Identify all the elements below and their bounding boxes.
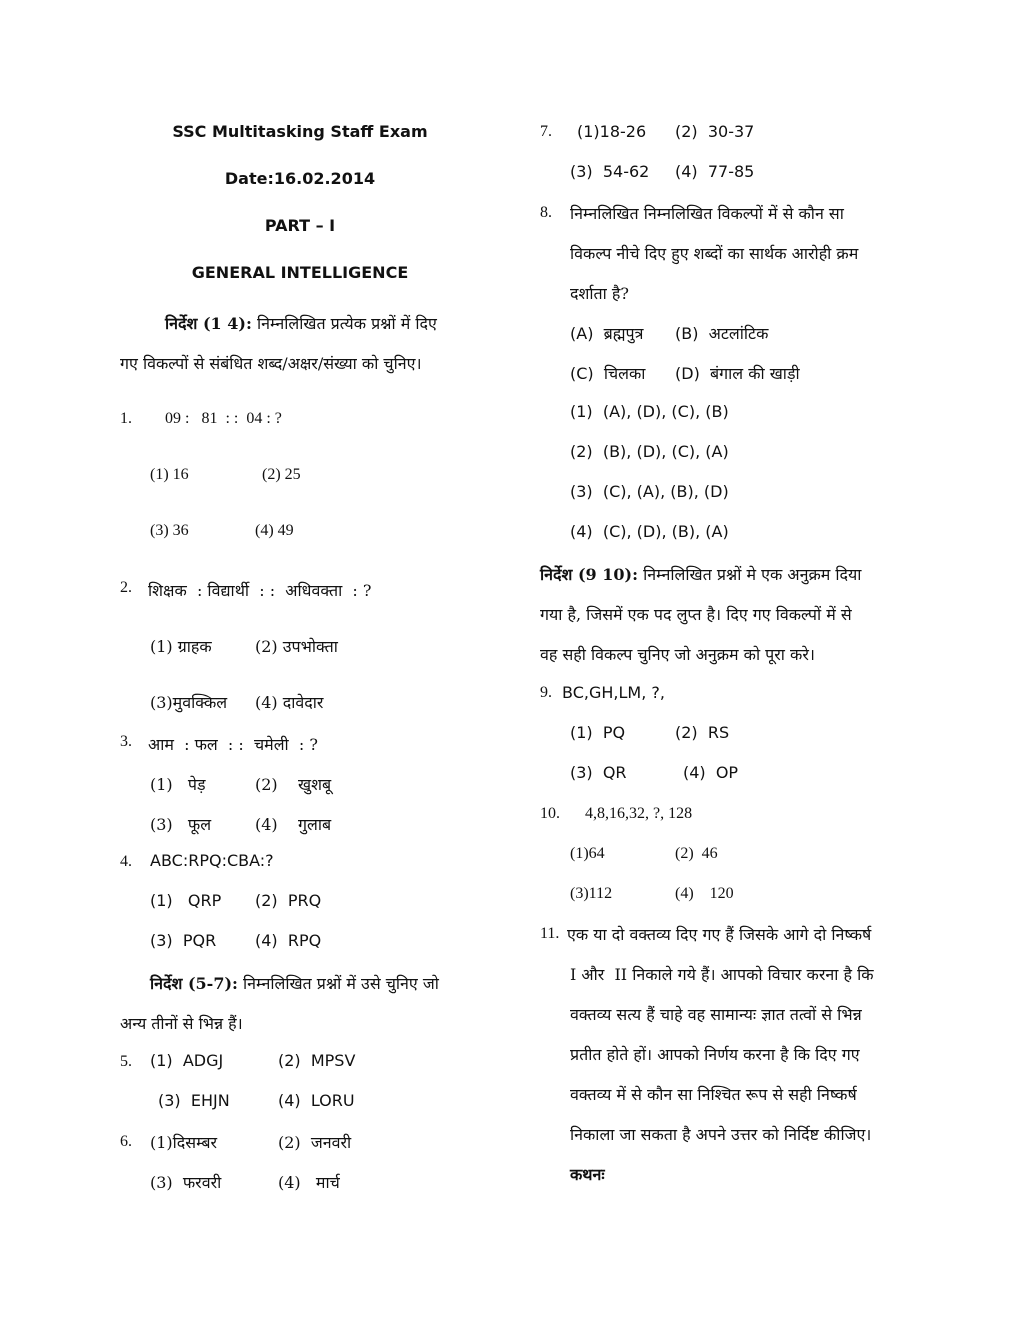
q10-option-2: (2) 46 — [675, 845, 718, 862]
q1-option-2: (2) 25 — [262, 466, 301, 483]
q9-option-1: (1) PQ — [570, 723, 626, 742]
q5-option-2: (2) MPSV — [278, 1051, 356, 1070]
q6-option-2: (2) जनवरी — [278, 1133, 352, 1152]
q7-number: 7. — [540, 123, 552, 140]
q7-option-1: (1)18-26 — [577, 122, 647, 141]
q9-option-4: (4) OP — [683, 763, 739, 782]
q8-item-b: (B) अटलांटिक — [675, 324, 769, 343]
q4-option-2: (2) PRQ — [255, 891, 322, 910]
q6-number: 6. — [120, 1133, 132, 1150]
q3-option-1: (1) पेड़ — [150, 775, 206, 794]
direction-3-label: निर्देश (9 10): — [540, 565, 638, 584]
q8-option-3: (3) (C), (A), (B), (D) — [570, 482, 729, 501]
q6-option-4: (4) मार्च — [278, 1173, 340, 1192]
q3-text: आम : फल : : चमेली : ? — [148, 735, 318, 754]
q10-option-3: (3)112 — [570, 885, 613, 902]
direction-2-line-2: अन्य तीनों से भिन्न हैं। — [120, 1014, 243, 1033]
q11-line-1: एक या दो वक्तव्य दिए गए हैं जिसके आगे दो निष्कर्ष — [567, 925, 872, 944]
direction-2-line-1: निर्देश (5-7): निम्नलिखित प्रश्नों में उसे चुनिए जो — [150, 974, 439, 993]
direction-1-line-2: गए विकल्पों से संबंधित शब्द/अक्षर/संख्या को चुनिए। — [120, 354, 422, 373]
q9-text: BC,GH,LM, ?, — [562, 683, 665, 702]
q5-number: 5. — [120, 1053, 132, 1070]
exam-title: SSC Multitasking Staff Exam — [172, 122, 428, 141]
q9-option-3: (3) QR — [570, 763, 627, 782]
q2-number: 2. — [120, 579, 132, 596]
q7-option-4: (4) 77-85 — [675, 162, 755, 181]
section-heading: GENERAL INTELLIGENCE — [191, 263, 409, 282]
q8-number: 8. — [540, 204, 552, 221]
q11-line-6: निकाला जा सकता है अपने उत्तर को निर्दिष्ट कीजिए। — [570, 1125, 872, 1144]
q7-option-2: (2) 30-37 — [675, 122, 755, 141]
q9-number: 9. — [540, 684, 552, 701]
q1-option-4: (4) 49 — [255, 522, 294, 539]
q10-text: 4,8,16,32, ?, 128 — [585, 805, 693, 822]
direction-1-label: निर्देश (1 4): — [165, 314, 252, 333]
q1-text: 09 : 81 : : 04 : ? — [165, 410, 282, 427]
q2-option-3: (3)मुवक्किल — [150, 693, 228, 712]
part-heading: PART – I — [264, 216, 336, 235]
q5-option-4: (4) LORU — [278, 1091, 355, 1110]
q8-option-2: (2) (B), (D), (C), (A) — [570, 442, 729, 461]
direction-3-line-1: निर्देश (9 10): निम्नलिखित प्रश्नों मे एक अनुक्रम दिया — [540, 565, 862, 584]
q3-number: 3. — [120, 733, 132, 750]
q8-item-a: (A) ब्रह्मपुत्र — [570, 324, 644, 343]
q10-option-4: (4) 120 — [675, 885, 734, 902]
exam-date: Date:16.02.2014 — [224, 169, 376, 188]
q4-option-1: (1) QRP — [150, 891, 222, 910]
q2-option-4: (4) दावेदार — [255, 693, 324, 712]
q11-line-2: I और II निकाले गये हैं। आपको विचार करना है कि — [570, 965, 874, 984]
q2-option-1: (1) ग्राहक — [150, 637, 212, 656]
q8-line-2: विकल्प नीचे दिए हुए शब्दों का सार्थक आरोही क्रम — [570, 244, 859, 263]
q4-option-3: (3) PQR — [150, 931, 217, 950]
q11-line-3: वक्तव्य सत्य हैं चाहे वह सामान्यः ज्ञात तत्वों से भिन्न — [570, 1005, 862, 1024]
q7-option-3: (3) 54-62 — [570, 162, 650, 181]
q10-number: 10. — [540, 805, 560, 822]
q8-item-d: (D) बंगाल की खाड़ी — [675, 364, 800, 383]
q3-option-4: (4) गुलाब — [255, 815, 332, 834]
q2-text: शिक्षक : विद्यार्थी : : अधिवक्ता : ? — [148, 581, 372, 600]
q1-option-1: (1) 16 — [150, 466, 189, 483]
q11-line-5: वक्तव्य में से कौन सा निश्चित रूप से सही निष्कर्ष — [570, 1085, 857, 1104]
direction-2-label: निर्देश (5-7): — [150, 974, 238, 993]
q6-option-1: (1)दिसम्बर — [150, 1133, 218, 1152]
q11-number: 11. — [540, 925, 560, 942]
q4-option-4: (4) RPQ — [255, 931, 322, 950]
direction-3-line-2: गया है, जिसमें एक पद लुप्त है। दिए गए विकल्पों में से — [540, 605, 852, 624]
q9-option-2: (2) RS — [675, 723, 730, 742]
q2-option-2: (2) उपभोक्ता — [255, 637, 338, 656]
direction-1-line-1: निर्देश (1 4): निम्नलिखित प्रत्येक प्रश्नों में दिए — [165, 314, 437, 333]
q10-option-1: (1)64 — [570, 845, 605, 862]
q5-option-1: (1) ADGJ — [150, 1051, 224, 1070]
q4-text: ABC:RPQ:CBA:? — [150, 851, 274, 870]
q11-statement-label: कथनः — [570, 1165, 605, 1184]
q8-item-c: (C) चिलका — [570, 364, 646, 383]
q1-option-3: (3) 36 — [150, 522, 189, 539]
direction-3-line-3: वह सही विकल्प चुनिए जो अनुक्रम को पूरा करे। — [540, 645, 815, 664]
q1-number: 1. — [120, 410, 132, 427]
q3-option-2: (2) खुशबू — [255, 775, 332, 794]
q8-option-4: (4) (C), (D), (B), (A) — [570, 522, 729, 541]
q6-option-3: (3) फरवरी — [150, 1173, 222, 1192]
q4-number: 4. — [120, 853, 132, 870]
q8-line-1: निम्नलिखित निम्नलिखित विकल्पों में से कौन सा — [570, 204, 844, 223]
q8-option-1: (1) (A), (D), (C), (B) — [570, 402, 729, 421]
q11-line-4: प्रतीत होते हों। आपको निर्णय करना है कि दिए गए — [570, 1045, 860, 1064]
q5-option-3: (3) EHJN — [158, 1091, 230, 1110]
q3-option-3: (3) फूल — [150, 815, 212, 834]
q8-line-3: दर्शाता है? — [570, 284, 629, 303]
